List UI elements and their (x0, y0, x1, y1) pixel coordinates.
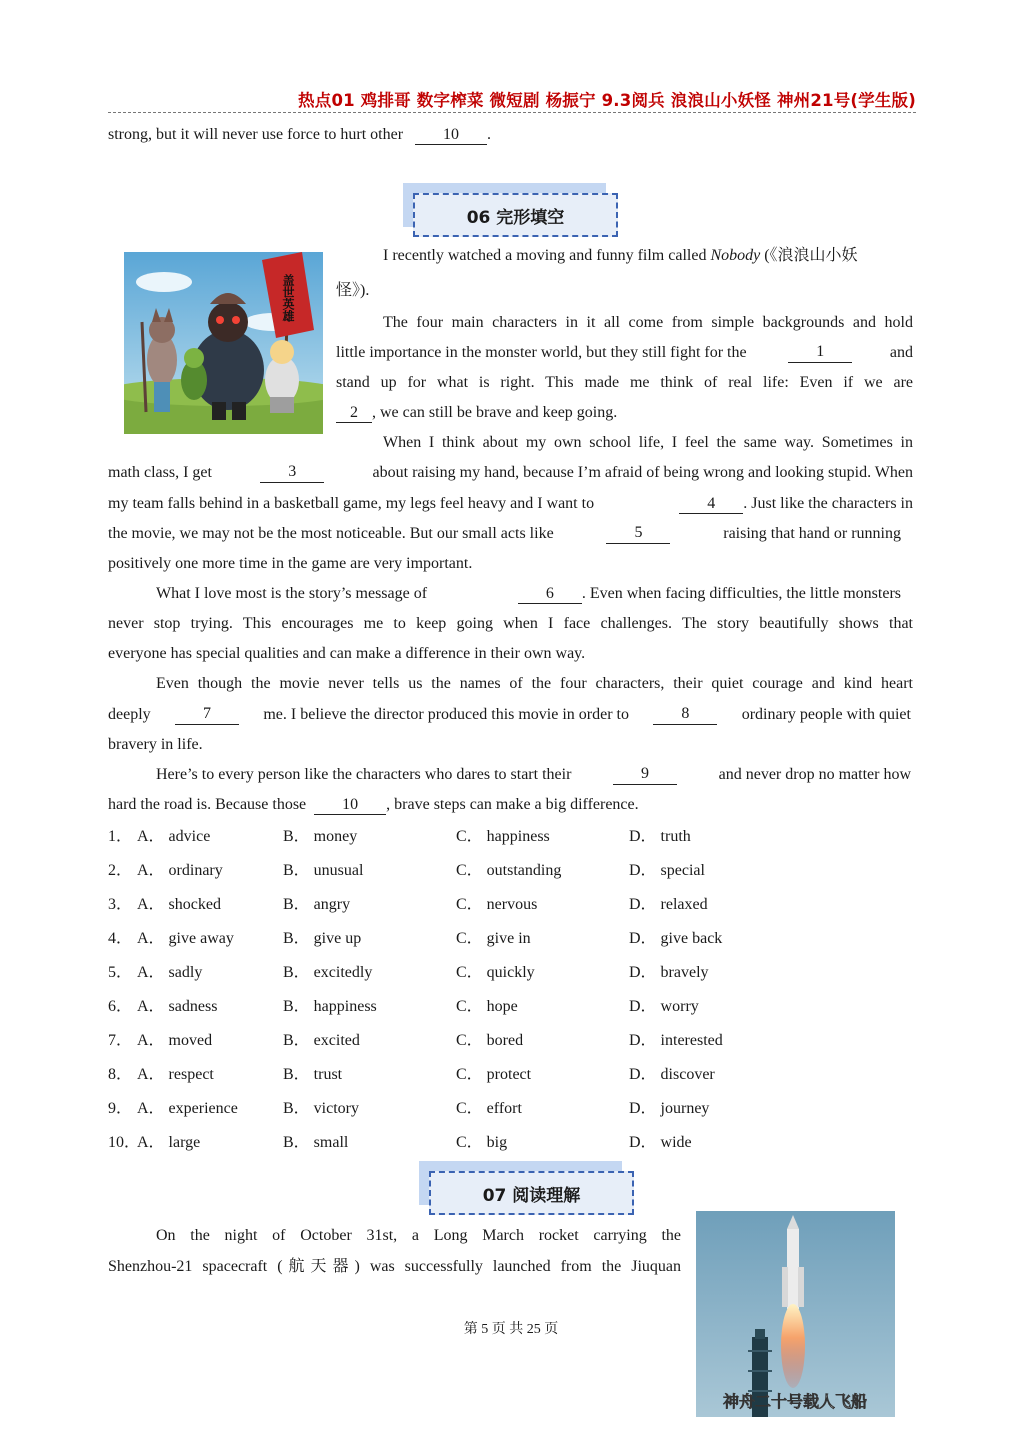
option-b[interactable]: B． money (283, 828, 358, 845)
option-d[interactable]: D． bravely (629, 964, 709, 981)
passage-p3-line1: When I think about my own school life, I feel the same way. Sometimes in (383, 434, 913, 451)
option-number: 9． (108, 1100, 133, 1117)
passage-p1-line1 (383, 246, 858, 266)
option-number: 6． (108, 998, 133, 1015)
option-c[interactable]: C． hope (456, 998, 518, 1015)
p1-text-cn: (《浪浪山小妖 (760, 247, 858, 264)
p3-l2-after: about raising my hand, because I’m afraid of being wrong and looking stupid. When (372, 464, 913, 481)
passage-p4-line3: everyone has special qualities and can make a difference in their own way. (108, 645, 586, 662)
passage-p5-line3: bravery in life. (108, 736, 203, 753)
passage-p4-line1 (156, 584, 901, 604)
option-number: 8． (108, 1066, 133, 1083)
passage-p6-line1 (156, 765, 911, 785)
passage-p2-line2 (336, 343, 913, 363)
option-a[interactable]: A． sadness (137, 998, 218, 1015)
reading-line2: Shenzhou-21 spacecraft (航天器) was successfully launched from the Jiuquan (108, 1258, 681, 1275)
shenzhou-rocket-photo (696, 1211, 895, 1417)
passage-p5-line1: Even though the movie never tells us the names of the four characters, their quiet courage and kind heart (156, 675, 913, 692)
passage-p3-line3 (108, 494, 913, 514)
film-title: Nobody (710, 247, 761, 264)
section-06-label: 06 完形填空 (466, 207, 565, 228)
p3-l4-text: the movie, we may not be the most noticeable. But our small acts like (108, 525, 554, 542)
option-a[interactable]: A． shocked (137, 896, 221, 913)
prev-period: . (487, 126, 492, 143)
p2-l2-text: little importance in the monster world, but they still fight for the (336, 344, 747, 361)
p3-l4-after: raising that hand or running (723, 525, 901, 542)
p5-l2-c: ordinary people with quiet (741, 706, 911, 723)
header-divider (108, 112, 916, 113)
option-b[interactable]: B． trust (283, 1066, 343, 1083)
option-b[interactable]: B． small (283, 1134, 349, 1151)
blank-3: 3 (260, 463, 324, 483)
option-a[interactable]: A． sadly (137, 964, 203, 981)
section-07-title (429, 1171, 634, 1215)
blank-7: 7 (175, 705, 239, 725)
p2-l4-text: , we can still be brave and keep going. (372, 404, 618, 421)
option-c[interactable]: C． outstanding (456, 862, 562, 879)
p3-l3-text: my team falls behind in a basketball game, my legs feel heavy and I want to (108, 495, 595, 512)
prev-text: strong, but it will never use force to hurt other (108, 126, 404, 143)
option-d[interactable]: D． discover (629, 1066, 715, 1083)
option-c[interactable]: C． give in (456, 930, 531, 947)
passage-p2-line1: The four main characters in it all come from simple backgrounds and hold (383, 314, 913, 331)
p6-l1-text: Here’s to every person like the characters who dares to start their (156, 766, 572, 783)
passage-p3-line4 (108, 524, 901, 544)
option-c[interactable]: C． nervous (456, 896, 538, 913)
option-d[interactable]: D． give back (629, 930, 723, 947)
option-d[interactable]: D． relaxed (629, 896, 708, 913)
blank-10: 10 (314, 796, 386, 815)
option-b[interactable]: B． victory (283, 1100, 359, 1117)
option-number: 4． (108, 930, 133, 947)
p6-l2-text: hard the road is. Because those (108, 796, 307, 813)
option-number: 1． (108, 828, 133, 845)
option-d[interactable]: D． special (629, 862, 705, 879)
passage-p1-line2: 怪》). (336, 282, 370, 299)
option-d[interactable]: D． worry (629, 998, 699, 1015)
option-number: 5． (108, 964, 133, 981)
option-number: 3． (108, 896, 133, 913)
passage-p5-line2 (108, 705, 911, 725)
blank-1: 1 (788, 343, 852, 363)
blank-4: 4 (679, 495, 743, 514)
option-number: 7． (108, 1032, 133, 1049)
option-d[interactable]: D． wide (629, 1134, 692, 1151)
p2-l2-after: and (889, 344, 913, 361)
p3-l3-after: . Just like the characters in (743, 495, 913, 512)
option-b[interactable]: B． happiness (283, 998, 377, 1015)
reading-line1: On the night of October 31st, a Long March rocket carrying the (156, 1227, 681, 1244)
option-c[interactable]: C． effort (456, 1100, 522, 1117)
passage-p3-line2 (108, 463, 913, 483)
option-c[interactable]: C． protect (456, 1066, 532, 1083)
rocket-photo-caption: 神舟二十号载人飞船 (722, 1392, 868, 1411)
blank-8: 8 (653, 705, 717, 725)
blank-6: 6 (518, 585, 582, 604)
option-b[interactable]: B． excited (283, 1032, 360, 1049)
passage-p2-line3: stand up for what is right. This made me think of real life: Even if we are (336, 374, 913, 391)
option-a[interactable]: A． ordinary (137, 862, 223, 879)
section-06-title (413, 193, 618, 237)
option-d[interactable]: D． truth (629, 828, 691, 845)
option-c[interactable]: C． bored (456, 1032, 524, 1049)
p4-l1-after: . Even when facing difficulties, the little monsters (581, 585, 901, 602)
option-a[interactable]: A． advice (137, 828, 211, 845)
option-number: 2． (108, 862, 133, 879)
passage-p4-line2: never stop trying. This encourages me to keep going when I face challenges. The story beautifully shows that (108, 615, 913, 632)
flag-caption: 盖世英雄 (281, 274, 295, 322)
blank-5: 5 (606, 524, 670, 544)
option-a[interactable]: A． give away (137, 930, 234, 947)
p5-l2-a: deeply (108, 706, 151, 723)
option-c[interactable]: C． quickly (456, 964, 535, 981)
option-b[interactable]: B． give up (283, 930, 362, 947)
option-a[interactable]: A． experience (137, 1100, 238, 1117)
option-a[interactable]: A． respect (137, 1066, 214, 1083)
option-b[interactable]: B． angry (283, 896, 351, 913)
option-number: 10． (108, 1134, 141, 1151)
p3-l2-text: math class, I get (108, 464, 212, 481)
nobody-movie-illustration (124, 252, 323, 434)
option-d[interactable]: D． journey (629, 1100, 710, 1117)
prev-section-line (108, 125, 491, 145)
p1-text: I recently watched a moving and funny film called (383, 247, 711, 264)
p6-l1-after: and never drop no matter how (718, 766, 911, 783)
p4-l1-text: What I love most is the story’s message of (156, 585, 428, 602)
page-header-title: 热点01 鸡排哥 数字榨菜 微短剧 杨振宁 9.3阅兵 浪浪山小妖怪 神州21号(学生版) (298, 91, 916, 110)
option-b[interactable]: B． excitedly (283, 964, 373, 981)
page-footer: 第 5 页 共 25 页 (463, 1322, 559, 1337)
p6-l2-after: , brave steps can make a big difference. (386, 796, 639, 813)
option-a[interactable]: A． large (137, 1134, 201, 1151)
option-b[interactable]: B． unusual (283, 862, 364, 879)
passage-p6-line2 (108, 795, 639, 815)
blank-prev-10: 10 (415, 126, 487, 145)
option-a[interactable]: A． moved (137, 1032, 213, 1049)
option-c[interactable]: C． happiness (456, 828, 550, 845)
passage-p2-line4 (336, 403, 617, 423)
blank-2: 2 (336, 404, 372, 423)
option-d[interactable]: D． interested (629, 1032, 723, 1049)
option-c[interactable]: C． big (456, 1134, 508, 1151)
section-07-label: 07 阅读理解 (482, 1185, 581, 1206)
p5-l2-b: me. I believe the director produced this movie in order to (263, 706, 629, 723)
passage-p3-line5: positively one more time in the game are very important. (108, 555, 473, 572)
blank-9: 9 (613, 765, 677, 785)
